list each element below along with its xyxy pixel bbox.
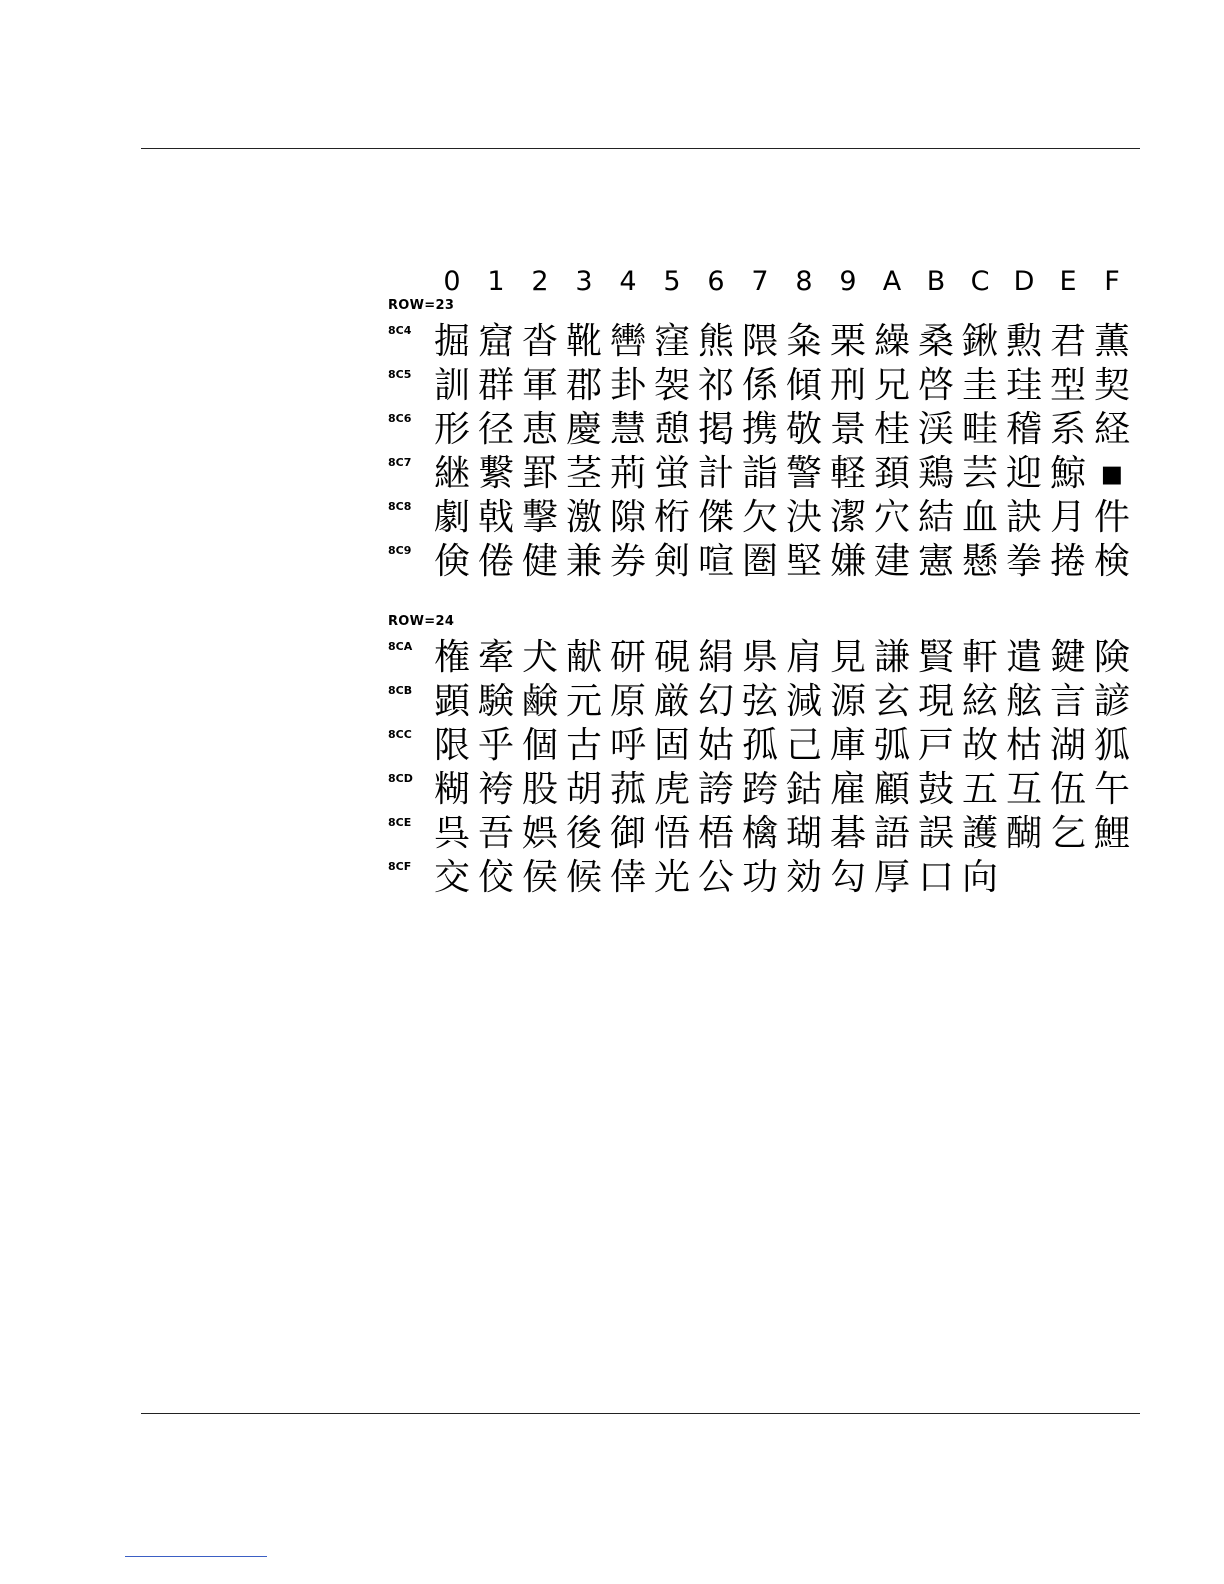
kanji-glyph: 契 [1093, 365, 1130, 406]
kanji-glyph: 兄 [873, 365, 910, 406]
kanji-glyph: 肩 [785, 637, 822, 678]
column-header-6: 6 [707, 266, 725, 297]
kanji-glyph: 健 [521, 541, 558, 582]
kanji-glyph: 茎 [565, 453, 602, 494]
kanji-glyph: 穴 [873, 497, 910, 538]
kanji-glyph: 倦 [477, 541, 514, 582]
code-row [386, 320, 1146, 364]
footer-link-underline[interactable] [125, 1556, 267, 1557]
kanji-glyph: 狐 [1093, 725, 1130, 766]
kanji-glyph: 詣 [741, 453, 778, 494]
code-row [386, 408, 1146, 452]
kanji-glyph: 向 [961, 857, 998, 898]
kanji-glyph: 桑 [917, 321, 954, 362]
row-code: 8C4 [388, 324, 412, 337]
column-header-C: C [970, 266, 990, 297]
kanji-glyph: 繰 [873, 321, 910, 362]
kanji-glyph: 栗 [829, 321, 866, 362]
kanji-glyph: 吾 [477, 813, 514, 854]
kanji-glyph: 交 [433, 857, 470, 898]
row-code: 8C6 [388, 412, 412, 425]
kanji-glyph: 股 [521, 769, 558, 810]
kanji-glyph: 桁 [653, 497, 690, 538]
kanji-glyph: 原 [609, 681, 646, 722]
kanji-glyph: 激 [565, 497, 602, 538]
kanji-glyph: 軽 [829, 453, 866, 494]
kanji-glyph: 誤 [917, 813, 954, 854]
column-header-4: 4 [619, 266, 637, 297]
kanji-glyph: 権 [433, 637, 470, 678]
kanji-glyph: 係 [741, 365, 778, 406]
kanji-glyph: 慶 [565, 409, 602, 450]
column-header-E: E [1059, 266, 1077, 297]
kanji-glyph: 誇 [697, 769, 734, 810]
kanji-glyph: 減 [785, 681, 822, 722]
kanji-glyph: 堅 [785, 541, 822, 582]
kanji-glyph: 郡 [565, 365, 602, 406]
kanji-glyph: 捲 [1049, 541, 1086, 582]
kanji-glyph: 遣 [1005, 637, 1042, 678]
kanji-glyph: 呼 [609, 725, 646, 766]
kanji-glyph: 畦 [961, 409, 998, 450]
kanji-glyph: 懸 [961, 541, 998, 582]
kanji-glyph: 群 [477, 365, 514, 406]
kanji-glyph: 檎 [741, 813, 778, 854]
kanji-glyph: 光 [653, 857, 690, 898]
kanji-glyph: 荊 [609, 453, 646, 494]
kanji-glyph: 弧 [873, 725, 910, 766]
kanji-glyph: 諺 [1093, 681, 1130, 722]
kanji-glyph: 欠 [741, 497, 778, 538]
kanji-glyph: 迎 [1005, 453, 1042, 494]
kanji-glyph: 枯 [1005, 725, 1042, 766]
row-code: 8CD [388, 772, 413, 785]
column-header-7: 7 [751, 266, 769, 297]
kanji-glyph: 景 [829, 409, 866, 450]
kanji-glyph: 鯨 [1049, 453, 1086, 494]
kanji-glyph: 個 [521, 725, 558, 766]
kanji-glyph: 勾 [829, 857, 866, 898]
kanji-glyph: 喧 [697, 541, 734, 582]
row-code: 8C9 [388, 544, 412, 557]
kanji-glyph: 顧 [873, 769, 910, 810]
kanji-glyph: 硯 [653, 637, 690, 678]
kanji-glyph: 経 [1093, 409, 1130, 450]
kanji-glyph: 梧 [697, 813, 734, 854]
kanji-glyph: 現 [917, 681, 954, 722]
row-code: 8CF [388, 860, 412, 873]
column-header-row [430, 262, 1140, 302]
kanji-glyph: 舷 [1005, 681, 1042, 722]
kanji-glyph: 瑚 [785, 813, 822, 854]
kanji-glyph: 祁 [697, 365, 734, 406]
kanji-glyph: 鍵 [1049, 637, 1086, 678]
kanji-glyph: 劇 [433, 497, 470, 538]
kanji-glyph: 軍 [521, 365, 558, 406]
kanji-glyph: 元 [565, 681, 602, 722]
kanji-glyph: 刑 [829, 365, 866, 406]
kanji-glyph: 絹 [697, 637, 734, 678]
kanji-glyph: 弦 [741, 681, 778, 722]
code-row [386, 680, 1146, 724]
code-row [386, 452, 1146, 496]
kanji-glyph: 軒 [961, 637, 998, 678]
kanji-glyph: 券 [609, 541, 646, 582]
kanji-glyph: 決 [785, 497, 822, 538]
kanji-glyph: 語 [873, 813, 910, 854]
kanji-glyph: ▪ [1099, 453, 1125, 494]
header-rule [141, 148, 1140, 149]
kanji-glyph: 窟 [477, 321, 514, 362]
column-header-0: 0 [443, 266, 461, 297]
kanji-glyph: 虎 [653, 769, 690, 810]
kanji-glyph: 固 [653, 725, 690, 766]
kanji-glyph: 系 [1049, 409, 1086, 450]
kanji-glyph: 献 [565, 637, 602, 678]
kanji-glyph: 計 [697, 453, 734, 494]
kanji-glyph: 蛍 [653, 453, 690, 494]
column-header-F: F [1104, 266, 1120, 297]
row-code: 8CC [388, 728, 412, 741]
kanji-glyph: 轡 [609, 321, 646, 362]
column-header-1: 1 [487, 266, 505, 297]
kanji-glyph: 鹸 [521, 681, 558, 722]
kanji-glyph: 継 [433, 453, 470, 494]
kanji-glyph: 鯉 [1093, 813, 1130, 854]
kanji-glyph: 罫 [521, 453, 558, 494]
code-row [386, 496, 1146, 540]
kanji-glyph: 玄 [873, 681, 910, 722]
kanji-glyph: 倹 [433, 541, 470, 582]
kanji-glyph: 月 [1049, 497, 1086, 538]
kanji-glyph: 験 [477, 681, 514, 722]
kanji-glyph: 幻 [697, 681, 734, 722]
kanji-glyph: 見 [829, 637, 866, 678]
kanji-glyph: 呉 [433, 813, 470, 854]
kanji-glyph: 熊 [697, 321, 734, 362]
column-header-2: 2 [531, 266, 549, 297]
column-header-B: B [926, 266, 946, 297]
kanji-glyph: 戸 [917, 725, 954, 766]
row-code: 8C5 [388, 368, 412, 381]
kanji-glyph: 圏 [741, 541, 778, 582]
kanji-glyph: 研 [609, 637, 646, 678]
kanji-glyph: 袴 [477, 769, 514, 810]
kanji-glyph: 伍 [1049, 769, 1086, 810]
kanji-glyph: 佼 [477, 857, 514, 898]
kanji-glyph: 謙 [873, 637, 910, 678]
row-code: 8CB [388, 684, 413, 697]
row-code: 8CA [388, 640, 413, 653]
kanji-glyph: 掘 [433, 321, 470, 362]
kanji-glyph: 稽 [1005, 409, 1042, 450]
kanji-glyph: 血 [961, 497, 998, 538]
code-row [386, 724, 1146, 768]
kanji-glyph: 牽 [477, 637, 514, 678]
column-header-5: 5 [663, 266, 681, 297]
kanji-glyph: 薫 [1093, 321, 1130, 362]
kanji-glyph: 乎 [477, 725, 514, 766]
kanji-glyph: 嫌 [829, 541, 866, 582]
kanji-glyph: 掲 [697, 409, 734, 450]
kanji-glyph: 形 [433, 409, 470, 450]
kanji-glyph: 鶏 [917, 453, 954, 494]
kanji-glyph: 功 [741, 857, 778, 898]
kanji-glyph: 沓 [521, 321, 558, 362]
row-code: 8C8 [388, 500, 412, 513]
kanji-glyph: 乞 [1049, 813, 1086, 854]
kanji-glyph: 訣 [1005, 497, 1042, 538]
kanji-glyph: 故 [961, 725, 998, 766]
kanji-glyph: 姑 [697, 725, 734, 766]
kanji-glyph: 限 [433, 725, 470, 766]
kanji-glyph: 靴 [565, 321, 602, 362]
kanji-glyph: 後 [565, 813, 602, 854]
kanji-glyph: 胡 [565, 769, 602, 810]
kanji-glyph: 湖 [1049, 725, 1086, 766]
kanji-glyph: 娯 [521, 813, 558, 854]
kanji-glyph: 五 [961, 769, 998, 810]
kanji-glyph: 袈 [653, 365, 690, 406]
kanji-glyph: 啓 [917, 365, 954, 406]
row-code: 8CE [388, 816, 412, 829]
kanji-glyph: 侯 [521, 857, 558, 898]
kanji-glyph: 拳 [1005, 541, 1042, 582]
kanji-glyph: 恵 [521, 409, 558, 450]
kanji-glyph: 慧 [609, 409, 646, 450]
kanji-glyph: 己 [785, 725, 822, 766]
kanji-glyph: 兼 [565, 541, 602, 582]
kanji-glyph: 径 [477, 409, 514, 450]
kanji-glyph: 潔 [829, 497, 866, 538]
kanji-glyph: 古 [565, 725, 602, 766]
kanji-glyph: 絃 [961, 681, 998, 722]
kanji-glyph: 顕 [433, 681, 470, 722]
kanji-glyph: 撃 [521, 497, 558, 538]
kanji-glyph: 桂 [873, 409, 910, 450]
kanji-glyph: 件 [1093, 497, 1130, 538]
kanji-glyph: 源 [829, 681, 866, 722]
code-row [386, 812, 1146, 856]
kanji-glyph: 傾 [785, 365, 822, 406]
kanji-glyph: 卦 [609, 365, 646, 406]
kanji-glyph: 午 [1093, 769, 1130, 810]
kanji-glyph: 糊 [433, 769, 470, 810]
kanji-glyph: 剣 [653, 541, 690, 582]
kanji-glyph: 憩 [653, 409, 690, 450]
kanji-glyph: 賢 [917, 637, 954, 678]
footer-rule [141, 1413, 1140, 1414]
code-row [386, 856, 1146, 900]
kanji-glyph: 悟 [653, 813, 690, 854]
code-row [386, 768, 1146, 812]
kanji-glyph: 憲 [917, 541, 954, 582]
kanji-glyph: 戟 [477, 497, 514, 538]
kanji-glyph: 君 [1049, 321, 1086, 362]
kanji-glyph: 孤 [741, 725, 778, 766]
kanji-glyph: 効 [785, 857, 822, 898]
column-header-8: 8 [795, 266, 813, 297]
kanji-glyph: 厚 [873, 857, 910, 898]
kanji-glyph: 互 [1005, 769, 1042, 810]
kanji-glyph: 隈 [741, 321, 778, 362]
code-row [386, 636, 1146, 680]
kanji-glyph: 県 [741, 637, 778, 678]
kanji-glyph: 菰 [609, 769, 646, 810]
kanji-glyph: 渓 [917, 409, 954, 450]
block-label: ROW=24 [388, 614, 455, 629]
kanji-glyph: 検 [1093, 541, 1130, 582]
kanji-code-table [386, 262, 1146, 902]
kanji-glyph: 結 [917, 497, 954, 538]
block-label: ROW=23 [388, 298, 455, 313]
kanji-glyph: 雇 [829, 769, 866, 810]
column-header-A: A [882, 266, 902, 297]
kanji-glyph: 倖 [609, 857, 646, 898]
kanji-glyph: 険 [1093, 637, 1130, 678]
kanji-glyph: 訓 [433, 365, 470, 406]
kanji-glyph: 敬 [785, 409, 822, 450]
kanji-glyph: 隙 [609, 497, 646, 538]
kanji-glyph: 圭 [961, 365, 998, 406]
kanji-glyph: 言 [1049, 681, 1086, 722]
kanji-glyph: 公 [697, 857, 734, 898]
kanji-glyph: 御 [609, 813, 646, 854]
kanji-glyph: 頚 [873, 453, 910, 494]
kanji-glyph: 珪 [1005, 365, 1042, 406]
code-row [386, 364, 1146, 408]
column-header-D: D [1013, 266, 1035, 297]
kanji-glyph: 護 [961, 813, 998, 854]
kanji-glyph: 犬 [521, 637, 558, 678]
kanji-glyph: 庫 [829, 725, 866, 766]
kanji-glyph: 傑 [697, 497, 734, 538]
kanji-glyph: 鍬 [961, 321, 998, 362]
kanji-glyph: 粂 [785, 321, 822, 362]
kanji-glyph: 鈷 [785, 769, 822, 810]
kanji-glyph: 醐 [1005, 813, 1042, 854]
kanji-glyph: 口 [917, 857, 954, 898]
kanji-glyph: 厳 [653, 681, 690, 722]
kanji-glyph: 碁 [829, 813, 866, 854]
column-header-9: 9 [839, 266, 857, 297]
kanji-glyph: 鼓 [917, 769, 954, 810]
row-code: 8C7 [388, 456, 412, 469]
kanji-glyph: 候 [565, 857, 602, 898]
kanji-glyph: 勲 [1005, 321, 1042, 362]
kanji-glyph: 携 [741, 409, 778, 450]
kanji-glyph: 芸 [961, 453, 998, 494]
kanji-glyph: 繋 [477, 453, 514, 494]
kanji-glyph: 警 [785, 453, 822, 494]
kanji-glyph: 型 [1049, 365, 1086, 406]
column-header-3: 3 [575, 266, 593, 297]
kanji-glyph: 窪 [653, 321, 690, 362]
kanji-glyph: 建 [873, 541, 910, 582]
code-row [386, 540, 1146, 584]
kanji-glyph: 跨 [741, 769, 778, 810]
